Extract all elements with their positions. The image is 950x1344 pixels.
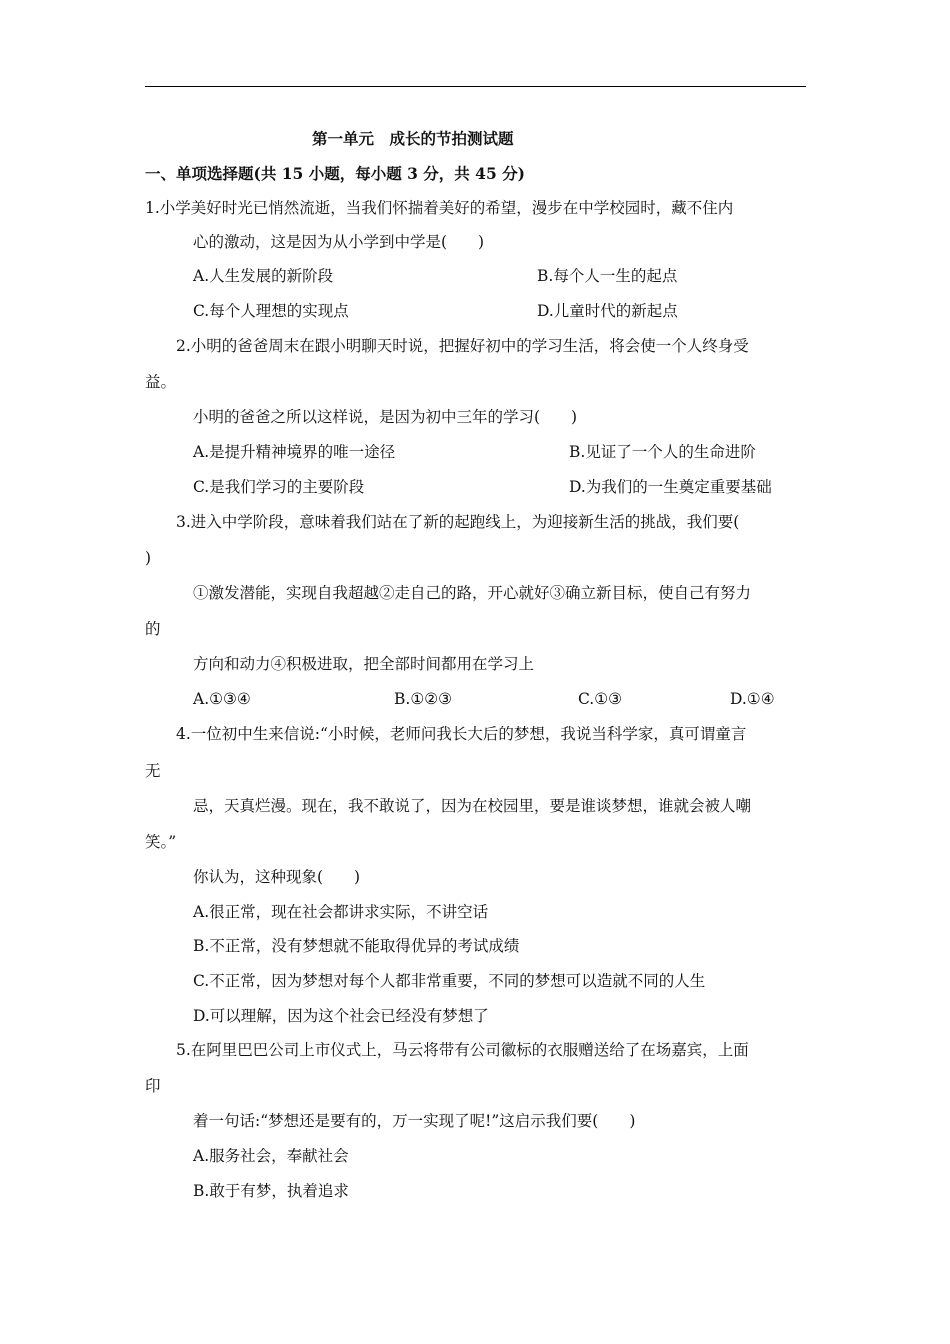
q3-option-d: D.①④: [730, 690, 775, 708]
q2-stem-line3: 小明的爸爸之所以这样说，是因为初中三年的学习( ): [193, 408, 578, 426]
q5-stem-line1: 5.在阿里巴巴公司上市仪式上，马云将带有公司徽标的衣服赠送给了在场嘉宾，上面: [176, 1041, 749, 1059]
q4-option-b: B.不正常，没有梦想就不能取得优异的考试成绩: [193, 937, 520, 955]
q4-stem-line3: 忌，天真烂漫。现在，我不敢说了，因为在校园里，要是谁谈梦想，谁就会被人嘲: [193, 797, 752, 815]
q4-option-c: C.不正常，因为梦想对每个人都非常重要，不同的梦想可以造就不同的人生: [193, 972, 706, 990]
q1-option-c: C.每个人理想的实现点: [193, 302, 349, 320]
q3-stem-line4: 的: [145, 620, 161, 638]
q2-stem-line2: 益。: [145, 373, 177, 391]
header-rule: [145, 86, 806, 87]
q3-stem-line1: 3.进入中学阶段，意味着我们站在了新的起跑线上，为迎接新生活的挑战，我们要(: [176, 513, 740, 531]
q4-option-a: A.很正常，现在社会都讲求实际，不讲空话: [193, 903, 489, 921]
q3-option-a: A.①③④: [193, 690, 251, 708]
q4-stem-line5: 你认为，这种现象( ): [193, 868, 361, 886]
q2-stem-line1: 2.小明的爸爸周末在跟小明聊天时说，把握好初中的学习生活，将会使一个人终身受: [176, 337, 749, 355]
q3-stem-line3: ①激发潜能，实现自我超越②走自己的路，开心就好③确立新目标，使自己有努力: [193, 584, 752, 602]
page-title: 第一单元 成长的节拍测试题: [312, 129, 514, 148]
q4-option-d: D.可以理解，因为这个社会已经没有梦想了: [193, 1007, 489, 1025]
q1-option-d: D.儿童时代的新起点: [537, 302, 678, 320]
q1-option-a: A.人生发展的新阶段: [193, 267, 334, 285]
q4-stem-line4: 笑。”: [145, 833, 177, 851]
q5-option-a: A.服务社会，奉献社会: [193, 1147, 349, 1165]
q4-stem-line2: 无: [145, 762, 161, 780]
q5-stem-line3: 着一句话:“梦想还是要有的，万一实现了呢!”这启示我们要( ): [193, 1112, 636, 1130]
q1-stem-line1: 1.小学美好时光已悄然流逝，当我们怀揣着美好的希望，漫步在中学校园时，藏不住内: [145, 199, 734, 217]
q1-stem-line2: 心的激动，这是因为从小学到中学是( ): [193, 233, 485, 251]
q1-option-b: B.每个人一生的起点: [537, 267, 678, 285]
q2-option-c: C.是我们学习的主要阶段: [193, 478, 365, 496]
q5-stem-line2: 印: [145, 1077, 161, 1095]
section-heading: 一、单项选择题(共 15 小题，每小题 3 分，共 45 分): [145, 164, 525, 183]
q3-option-b: B.①②③: [394, 690, 453, 708]
q2-option-d: D.为我们的一生奠定重要基础: [569, 478, 772, 496]
q3-stem-line2: ): [145, 549, 152, 567]
q2-option-b: B.见证了一个人的生命进阶: [569, 443, 756, 461]
q4-stem-line1: 4.一位初中生来信说:“小时候，老师问我长大后的梦想，我说当科学家，真可谓童言: [176, 725, 747, 743]
q5-option-b: B.敢于有梦，执着追求: [193, 1182, 349, 1200]
q3-option-c: C.①③: [578, 690, 623, 708]
q3-stem-line5: 方向和动力④积极进取，把全部时间都用在学习上: [193, 655, 535, 673]
q2-option-a: A.是提升精神境界的唯一途径: [193, 443, 396, 461]
